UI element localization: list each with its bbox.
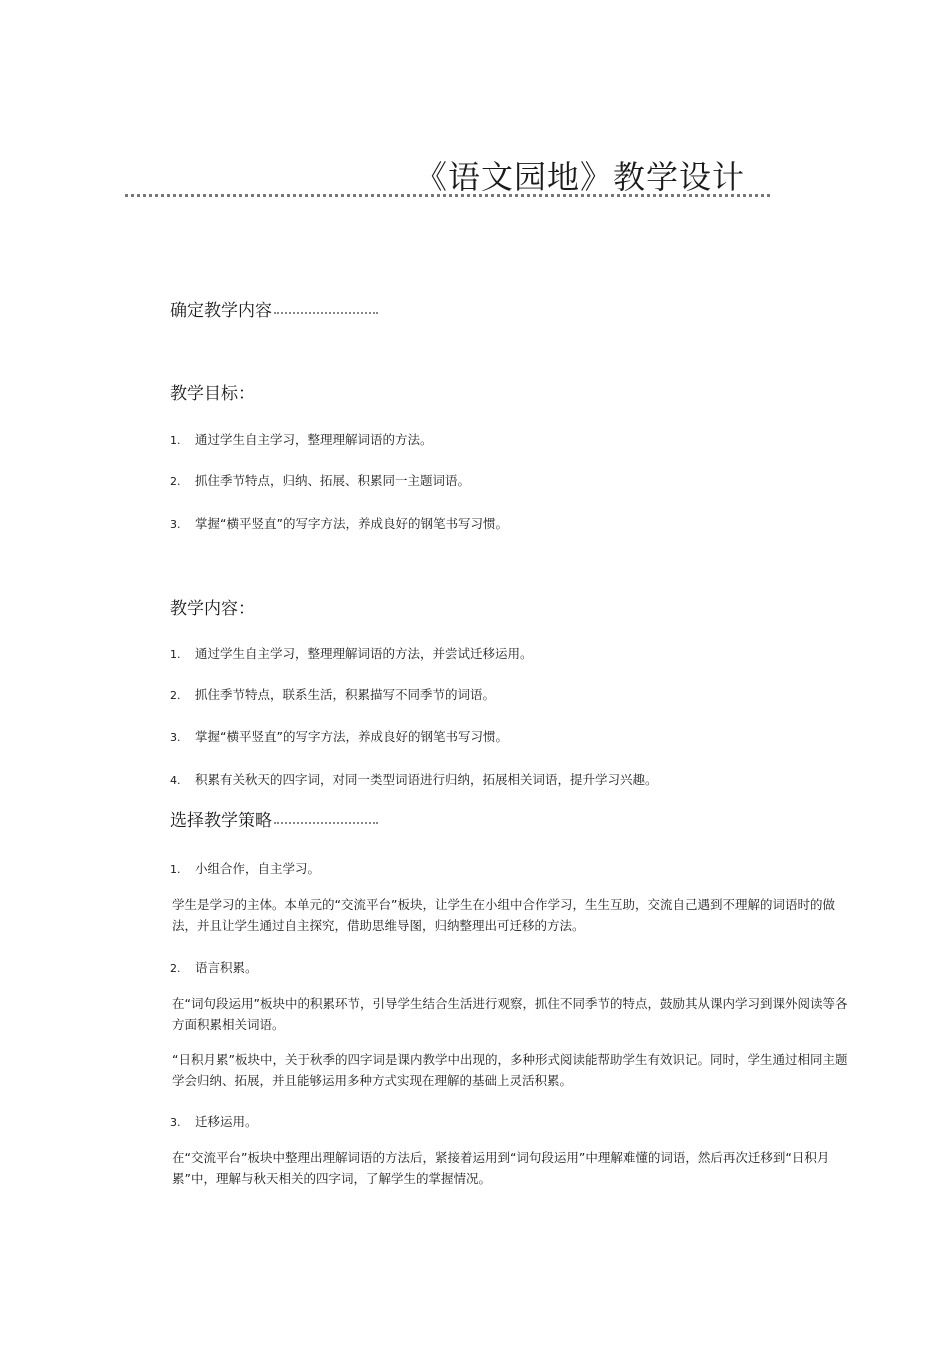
strategy-subheading: 3. 迁移运用。 bbox=[170, 1114, 258, 1129]
paragraph: 学生是学习的主体。本单元的“交流平台”板块，让学生在小组中合作学习，生生互助，交流自己遇到不理解的词语时的做法，并且让学生通过自主探究，借助思维导图，归纳整理出可迁移的方法。 bbox=[172, 897, 835, 933]
goals-heading: 教学目标： bbox=[170, 384, 255, 404]
content-heading: 教学内容： bbox=[170, 599, 255, 619]
title-underline bbox=[125, 150, 770, 197]
dotted-leader bbox=[274, 822, 378, 824]
list-item: 4. 积累有关秋天的四字词，对同一类型词语进行归纳，拓展相关词语，提升学习兴趣。 bbox=[170, 772, 658, 787]
list-item: 1. 通过学生自主学习，整理理解词语的方法。 bbox=[170, 432, 433, 447]
section-heading-content: 确定教学内容 bbox=[170, 296, 378, 321]
page-title: 《语文园地》教学设计 bbox=[415, 158, 746, 196]
dotted-leader bbox=[274, 312, 378, 314]
strategy-subheading: 1. 小组合作，自主学习。 bbox=[170, 861, 321, 876]
paragraph: 在“词句段运用”板块中的积累环节，引导学生结合生活进行观察，抓住不同季节的特点，鼓励其从课内学习到课外阅读等各方面积累相关词语。 bbox=[172, 996, 848, 1032]
list-item: 2. 抓住季节特点，联系生活，积累描写不同季节的词语。 bbox=[170, 687, 496, 702]
list-item: 3. 掌握“横平竖直”的写字方法，养成良好的钢笔书写习惯。 bbox=[170, 516, 508, 531]
strategy-subheading: 2. 语言积累。 bbox=[170, 960, 258, 975]
paragraph: “日积月累”板块中，关于秋季的四字词是课内教学中出现的，多种形式阅读能帮助学生有效识记。同时，学生通过相同主题学会归纳、拓展，并且能够运用多种方式实现在理解的基础上灵活积累。 bbox=[172, 1052, 848, 1088]
paragraph: 在“交流平台”板块中整理出理解词语的方法后，紧接着运用到“词句段运用”中理解难懂的词语，然后再次迁移到“日积月累”中，理解与秋天相关的四字词，了解学生的掌握情况。 bbox=[172, 1150, 830, 1186]
strategy-heading: 选择教学策略 bbox=[170, 806, 378, 831]
list-item: 3. 掌握“横平竖直”的写字方法，养成良好的钢笔书写习惯。 bbox=[170, 729, 508, 744]
list-item: 2. 抓住季节特点，归纳、拓展、积累同一主题词语。 bbox=[170, 473, 471, 488]
list-item: 1. 通过学生自主学习，整理理解词语的方法，并尝试迁移运用。 bbox=[170, 646, 533, 661]
